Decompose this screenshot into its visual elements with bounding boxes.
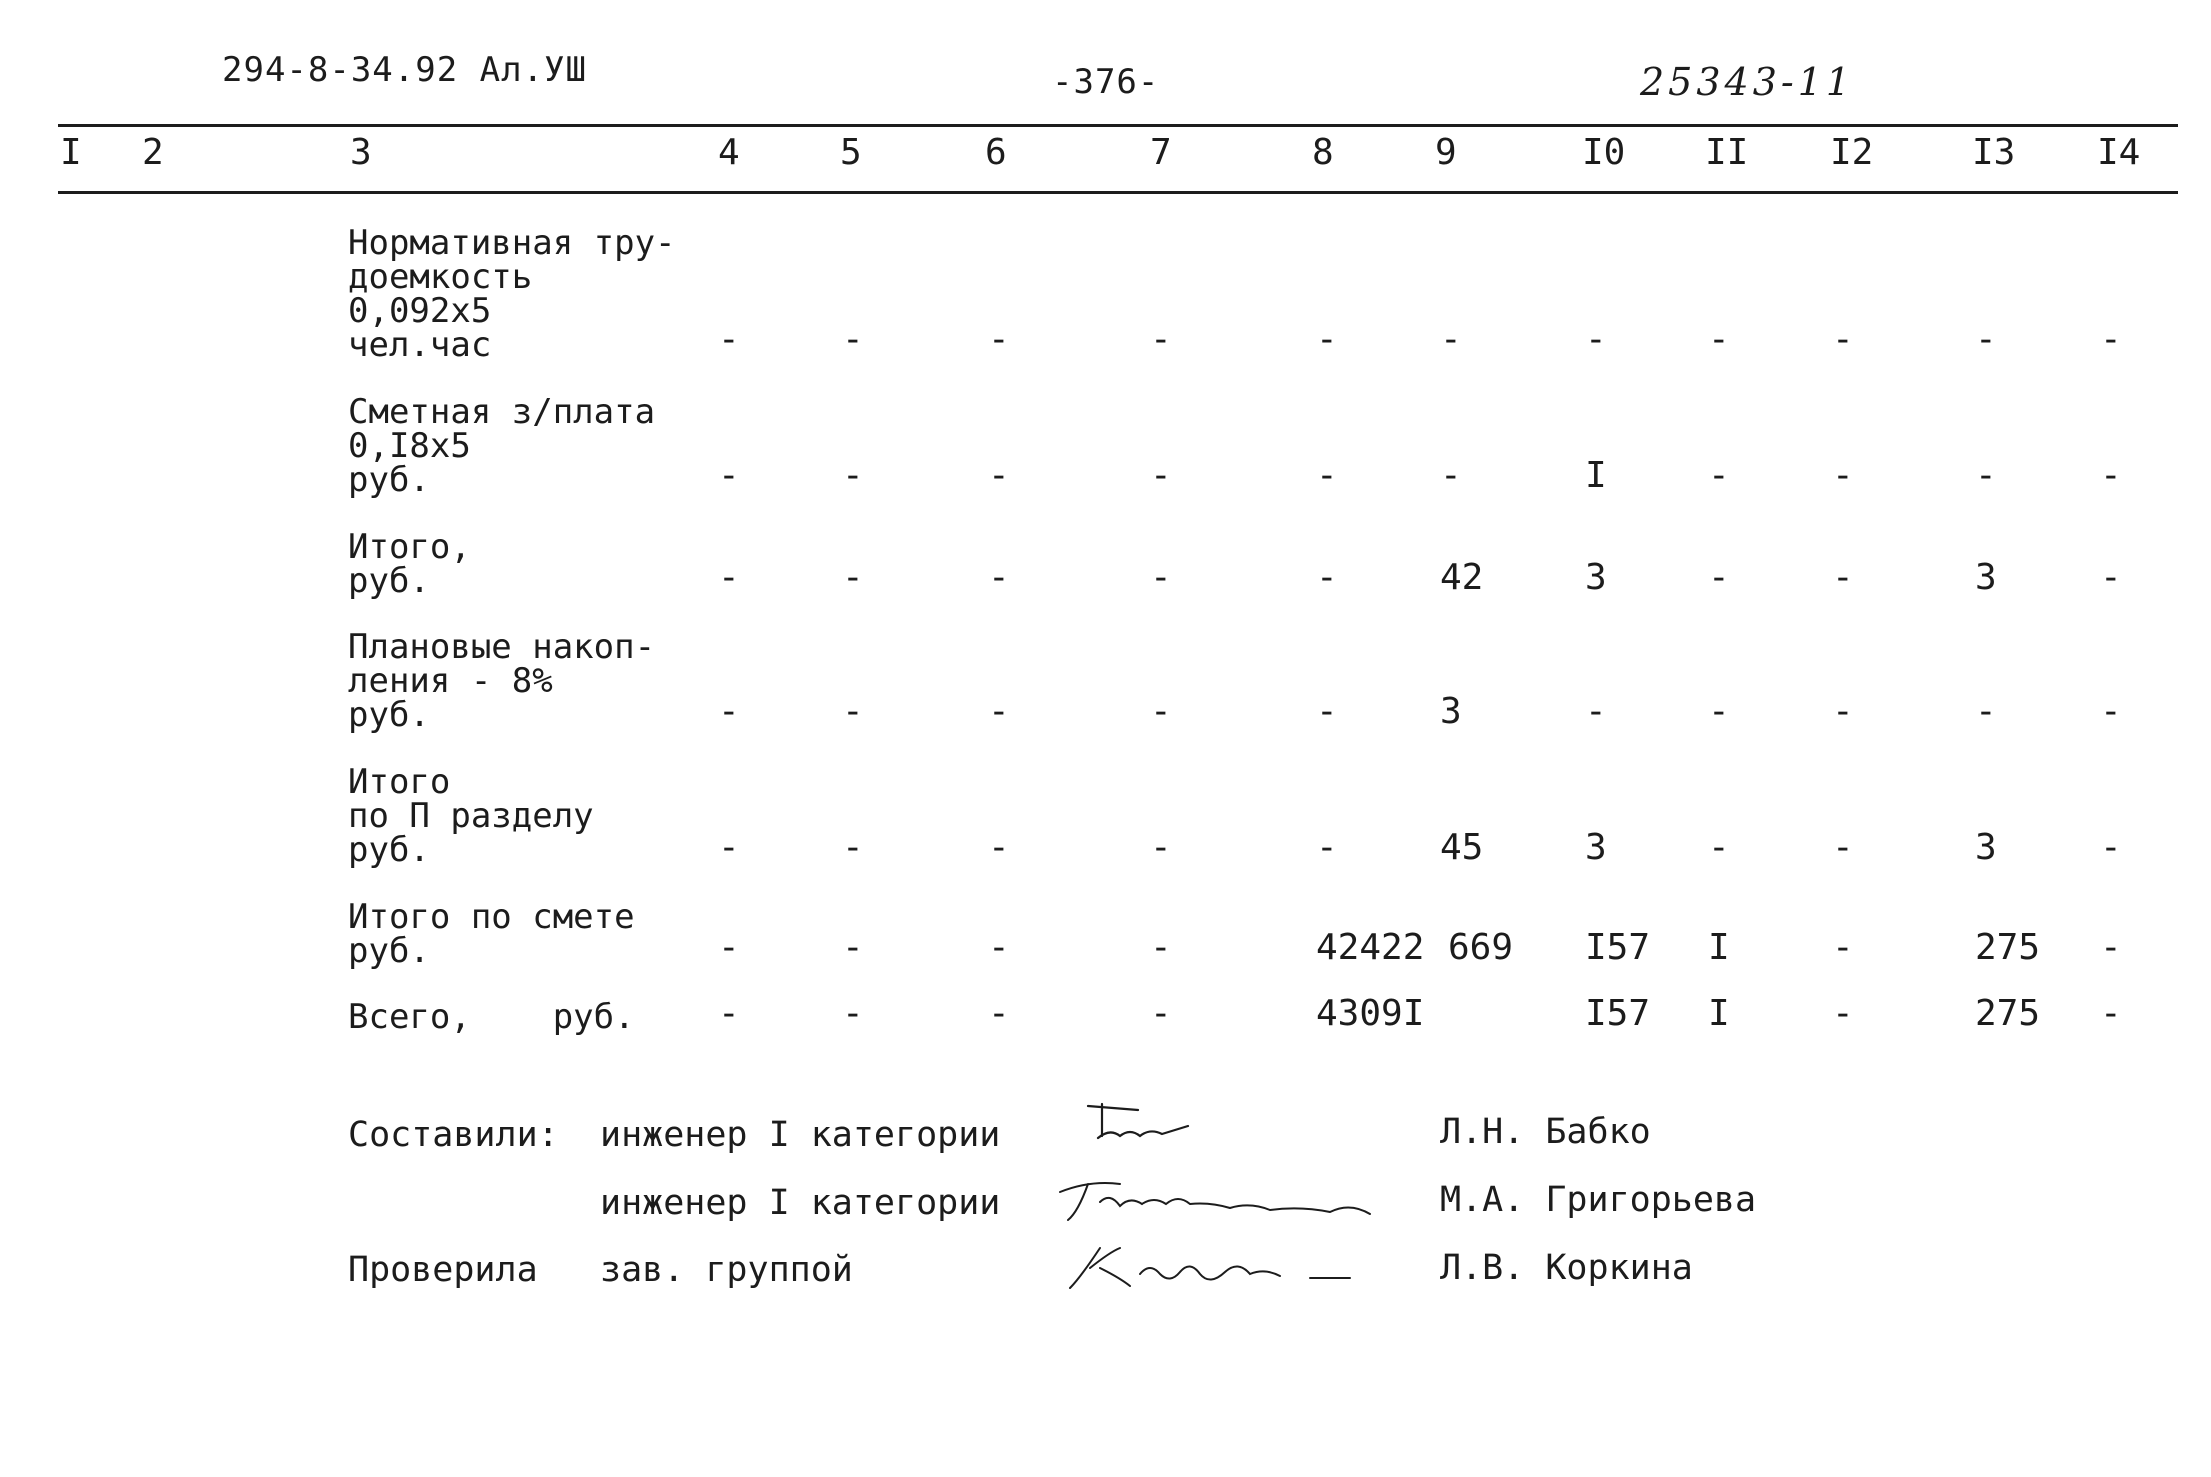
table-cell: - bbox=[988, 319, 1010, 360]
table-cell: - bbox=[1975, 319, 1997, 360]
inventory-number: 25343-11 bbox=[1640, 60, 1855, 104]
table-cell: - bbox=[1150, 927, 1172, 968]
table-cell: I bbox=[1585, 455, 1607, 496]
table-cell: - bbox=[1150, 319, 1172, 360]
table-cell: - bbox=[1150, 691, 1172, 732]
signatory-name: Л.Н. Бабко bbox=[1440, 1112, 1651, 1152]
column-number: 7 bbox=[1150, 132, 1172, 173]
table-cell: - bbox=[718, 455, 740, 496]
column-number: 9 bbox=[1435, 132, 1457, 173]
row-label: Сметная з/плата 0,I8x5 руб. bbox=[348, 392, 656, 500]
table-cell: - bbox=[1832, 455, 1854, 496]
column-number: I2 bbox=[1830, 132, 1874, 173]
table-cell: 275 bbox=[1975, 993, 2041, 1034]
table-cell: 3 bbox=[1585, 557, 1607, 598]
table-cell: I57 bbox=[1585, 927, 1651, 968]
row-label: Нормативная тру- доемкость 0,092x5 чел.час bbox=[348, 223, 676, 365]
table-cell: - bbox=[1708, 455, 1730, 496]
table-cell: - bbox=[1316, 827, 1338, 868]
column-number: 8 bbox=[1312, 132, 1334, 173]
column-number: II bbox=[1705, 132, 1749, 173]
table-cell: - bbox=[1832, 319, 1854, 360]
table-cell: - bbox=[1150, 557, 1172, 598]
signature-grigorieva bbox=[1050, 1172, 1390, 1232]
compiled-by-label: Составили: bbox=[348, 1115, 559, 1155]
table-cell: 4309I bbox=[1316, 993, 1425, 1034]
row-label: Всего, руб. bbox=[348, 997, 635, 1037]
row-label: Итого по смете руб. bbox=[348, 897, 635, 971]
table-cell: 42 bbox=[1440, 557, 1484, 598]
table-cell: - bbox=[842, 927, 864, 968]
table-cell: - bbox=[718, 993, 740, 1034]
table-cell: 3 bbox=[1585, 827, 1607, 868]
table-cell: 669 bbox=[1448, 927, 1514, 968]
table-cell: - bbox=[1832, 993, 1854, 1034]
column-number: I bbox=[60, 132, 82, 173]
table-cell: - bbox=[1150, 993, 1172, 1034]
checked-by-label: Проверила bbox=[348, 1250, 538, 1290]
table-cell: - bbox=[1832, 927, 1854, 968]
signature-babko bbox=[1080, 1098, 1190, 1148]
table-cell: - bbox=[1708, 827, 1730, 868]
table-cell: - bbox=[718, 927, 740, 968]
table-cell: - bbox=[842, 827, 864, 868]
table-cell: 275 bbox=[1975, 927, 2041, 968]
table-cell: - bbox=[1832, 691, 1854, 732]
column-number: 4 bbox=[718, 132, 740, 173]
table-header-rule bbox=[58, 191, 2178, 194]
table-cell: - bbox=[1316, 319, 1338, 360]
row-label: Плановые накоп- ления - 8% руб. bbox=[348, 627, 656, 735]
table-cell: 42422 bbox=[1316, 927, 1425, 968]
table-cell: - bbox=[1316, 455, 1338, 496]
table-cell: I57 bbox=[1585, 993, 1651, 1034]
table-cell: - bbox=[842, 557, 864, 598]
table-cell: - bbox=[1708, 319, 1730, 360]
table-cell: I bbox=[1708, 993, 1730, 1034]
column-number: 3 bbox=[350, 132, 372, 173]
signatory-position: зав. группой bbox=[600, 1250, 853, 1290]
table-cell: - bbox=[842, 993, 864, 1034]
row-label: Итого, руб. bbox=[348, 527, 471, 601]
signature-korkina bbox=[1060, 1238, 1370, 1298]
table-cell: - bbox=[2100, 927, 2122, 968]
table-cell: - bbox=[2100, 557, 2122, 598]
table-cell: - bbox=[1832, 827, 1854, 868]
table-cell: - bbox=[1440, 455, 1462, 496]
row-label: Итого по П разделу руб. bbox=[348, 762, 594, 870]
table-cell: - bbox=[1585, 319, 1607, 360]
table-cell: 3 bbox=[1975, 827, 1997, 868]
table-top-rule bbox=[58, 124, 2178, 127]
table-cell: - bbox=[988, 993, 1010, 1034]
table-cell: - bbox=[718, 557, 740, 598]
table-cell: - bbox=[2100, 319, 2122, 360]
table-cell: - bbox=[2100, 827, 2122, 868]
table-cell: - bbox=[1832, 557, 1854, 598]
table-cell: - bbox=[718, 691, 740, 732]
table-cell: - bbox=[1316, 691, 1338, 732]
table-cell: - bbox=[842, 691, 864, 732]
table-cell: - bbox=[1316, 557, 1338, 598]
column-number: 6 bbox=[985, 132, 1007, 173]
table-cell: - bbox=[1150, 827, 1172, 868]
table-cell: - bbox=[842, 455, 864, 496]
table-cell: - bbox=[1975, 691, 1997, 732]
column-number: I0 bbox=[1582, 132, 1626, 173]
table-cell: - bbox=[988, 827, 1010, 868]
table-cell: - bbox=[988, 691, 1010, 732]
signatory-position: инженер I категории bbox=[600, 1183, 1001, 1223]
signatory-name: Л.В. Коркина bbox=[1440, 1248, 1693, 1288]
page-number: -376- bbox=[1052, 62, 1160, 102]
table-cell: - bbox=[718, 319, 740, 360]
table-cell: - bbox=[842, 319, 864, 360]
table-cell: 3 bbox=[1440, 691, 1462, 732]
column-number: I3 bbox=[1972, 132, 2016, 173]
document-code: 294-8-34.92 Ал.УШ bbox=[222, 50, 587, 90]
table-cell: I bbox=[1708, 927, 1730, 968]
table-cell: - bbox=[1708, 557, 1730, 598]
table-cell: - bbox=[1708, 691, 1730, 732]
table-cell: - bbox=[1585, 691, 1607, 732]
table-cell: - bbox=[2100, 993, 2122, 1034]
table-cell: - bbox=[988, 455, 1010, 496]
column-number: 5 bbox=[840, 132, 862, 173]
table-cell: - bbox=[988, 927, 1010, 968]
table-cell: - bbox=[1975, 455, 1997, 496]
signatory-position: инженер I категории bbox=[600, 1115, 1001, 1155]
table-cell: 3 bbox=[1975, 557, 1997, 598]
table-cell: - bbox=[988, 557, 1010, 598]
table-cell: - bbox=[1150, 455, 1172, 496]
table-cell: - bbox=[2100, 691, 2122, 732]
table-cell: - bbox=[718, 827, 740, 868]
column-number: I4 bbox=[2097, 132, 2141, 173]
column-number: 2 bbox=[142, 132, 164, 173]
signatory-name: М.А. Григорьева bbox=[1440, 1180, 1757, 1220]
table-cell: - bbox=[1440, 319, 1462, 360]
table-cell: 45 bbox=[1440, 827, 1484, 868]
table-cell: - bbox=[2100, 455, 2122, 496]
